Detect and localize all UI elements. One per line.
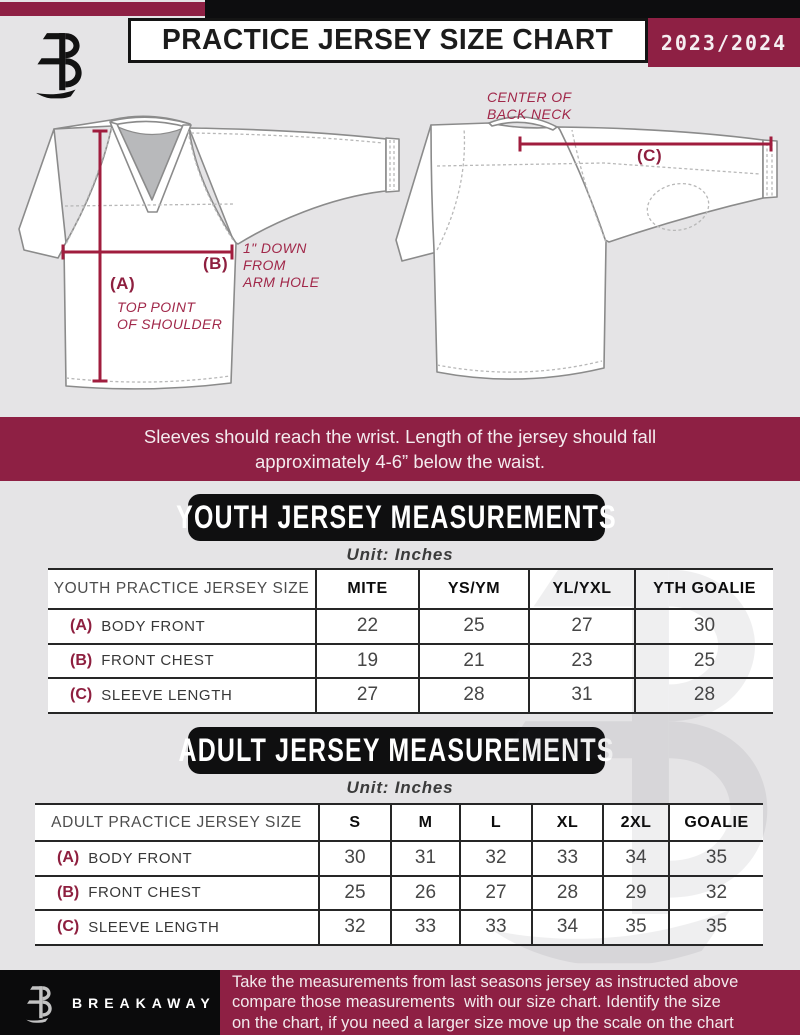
- measurement-value-cell: 33: [531, 840, 602, 875]
- measurement-value-cell: 31: [390, 840, 459, 875]
- measurement-value-cell: 29: [602, 875, 668, 910]
- measurement-value-cell: 34: [531, 909, 602, 944]
- measurement-value-cell: 28: [531, 875, 602, 910]
- measure-key: (C): [70, 686, 93, 704]
- table-title-cell: YOUTH PRACTICE JERSEY SIZE: [48, 568, 315, 608]
- measurement-value-cell: 33: [459, 909, 531, 944]
- measurement-value-cell: 32: [459, 840, 531, 875]
- measurement-value-cell: 35: [602, 909, 668, 944]
- size-column-header: YS/YM: [418, 568, 528, 608]
- size-column-header: L: [459, 803, 531, 840]
- measurement-value-cell: 26: [390, 875, 459, 910]
- measurement-value-cell: 28: [418, 677, 528, 712]
- measurement-value-cell: 28: [634, 677, 773, 712]
- measurement-value-cell: 31: [528, 677, 634, 712]
- adult-section-heading: ADULT JERSEY MEASUREMENTS: [188, 727, 605, 774]
- measurement-value-cell: 19: [315, 643, 418, 678]
- measure-c-caption: CENTER OF BACK NECK: [487, 89, 572, 122]
- table-title-cell: ADULT PRACTICE JERSEY SIZE: [35, 803, 318, 840]
- measure-key: (C): [57, 918, 80, 936]
- measurement-value-cell: 25: [634, 643, 773, 678]
- size-column-header: S: [318, 803, 390, 840]
- measure-key: (A): [70, 617, 93, 635]
- youth-unit-label: Unit: Inches: [346, 545, 454, 564]
- measurement-value-cell: 25: [318, 875, 390, 910]
- footer-brand-name: BREAKAWAY: [72, 994, 216, 1011]
- measurement-value-cell: 35: [668, 840, 763, 875]
- footer-brand-block: [0, 970, 220, 1035]
- page-title: PRACTICE JERSEY SIZE CHART: [162, 24, 614, 56]
- measurement-value-cell: 30: [318, 840, 390, 875]
- measurement-value-cell: 32: [668, 875, 763, 910]
- measure-label: SLEEVE LENGTH: [101, 686, 233, 704]
- measurement-value-cell: 22: [315, 608, 418, 643]
- season-label: 2023/2024: [660, 30, 788, 55]
- measure-a-caption: TOP POINT OF SHOULDER: [117, 299, 223, 332]
- top-maroon-strip: [0, 2, 205, 16]
- row-label-cell: [35, 909, 318, 944]
- footer-instructions-line2: compare those measurements with our size chart. Identify the size: [232, 993, 721, 1012]
- measurement-value-cell: 34: [602, 840, 668, 875]
- measurement-value-cell: 33: [390, 909, 459, 944]
- season-badge: [648, 18, 800, 67]
- row-label-cell: [48, 608, 315, 643]
- fit-notice-line1: Sleeves should reach the wrist. Length of the jersey should fall: [143, 426, 657, 447]
- footer-instructions-line3: on the chart, if you need a larger size move up the scale on the chart: [232, 1013, 734, 1032]
- fit-notice-line2: approximately 4-6” below the waist.: [255, 451, 545, 472]
- measurement-value-cell: 27: [528, 608, 634, 643]
- measure-label: BODY FRONT: [101, 617, 206, 635]
- youth-size-table: [48, 568, 773, 714]
- measurement-value-cell: 35: [668, 909, 763, 944]
- measure-c-key: (C): [637, 146, 663, 165]
- footer-instructions-line1: Take the measurements from last seasons jersey as instructed above: [232, 972, 739, 991]
- size-column-header: MITE: [315, 568, 418, 608]
- size-column-header: YL/YXL: [528, 568, 634, 608]
- size-column-header: M: [390, 803, 459, 840]
- measure-b-key: (B): [203, 254, 229, 273]
- fit-notice-banner: [0, 417, 800, 481]
- row-label-cell: [35, 875, 318, 910]
- row-label-cell: [48, 677, 315, 712]
- top-black-strip: [205, 0, 800, 18]
- measurement-value-cell: 21: [418, 643, 528, 678]
- measure-a-key: (A): [110, 274, 136, 293]
- size-column-header: YTH GOALIE: [634, 568, 773, 608]
- measure-label: BODY FRONT: [88, 849, 193, 867]
- footer-breakaway-logo-icon: [24, 982, 62, 1024]
- measure-b-caption: 1" DOWN FROM ARM HOLE: [243, 240, 320, 290]
- measure-key: (A): [57, 849, 80, 867]
- measurement-value-cell: 32: [318, 909, 390, 944]
- measurement-value-cell: 27: [315, 677, 418, 712]
- row-label-cell: [35, 840, 318, 875]
- size-column-header: 2XL: [602, 803, 668, 840]
- measure-label: SLEEVE LENGTH: [88, 918, 220, 936]
- measurement-value-cell: 23: [528, 643, 634, 678]
- measurement-value-cell: 30: [634, 608, 773, 643]
- size-column-header: GOALIE: [668, 803, 763, 840]
- measurement-value-cell: 25: [418, 608, 528, 643]
- youth-section-heading: YOUTH JERSEY MEASUREMENTS: [188, 494, 605, 541]
- footer-instructions: [220, 970, 800, 1035]
- measurement-value-cell: 27: [459, 875, 531, 910]
- jersey-diagram: [0, 66, 800, 417]
- measure-key: (B): [57, 883, 80, 901]
- title-bar: [128, 18, 648, 63]
- row-label-cell: [48, 643, 315, 678]
- adult-unit-label: Unit: Inches: [346, 778, 454, 797]
- measure-label: FRONT CHEST: [88, 884, 202, 902]
- measure-label: FRONT CHEST: [101, 652, 215, 670]
- measure-key: (B): [70, 651, 93, 669]
- adult-size-table: [35, 803, 763, 946]
- size-column-header: XL: [531, 803, 602, 840]
